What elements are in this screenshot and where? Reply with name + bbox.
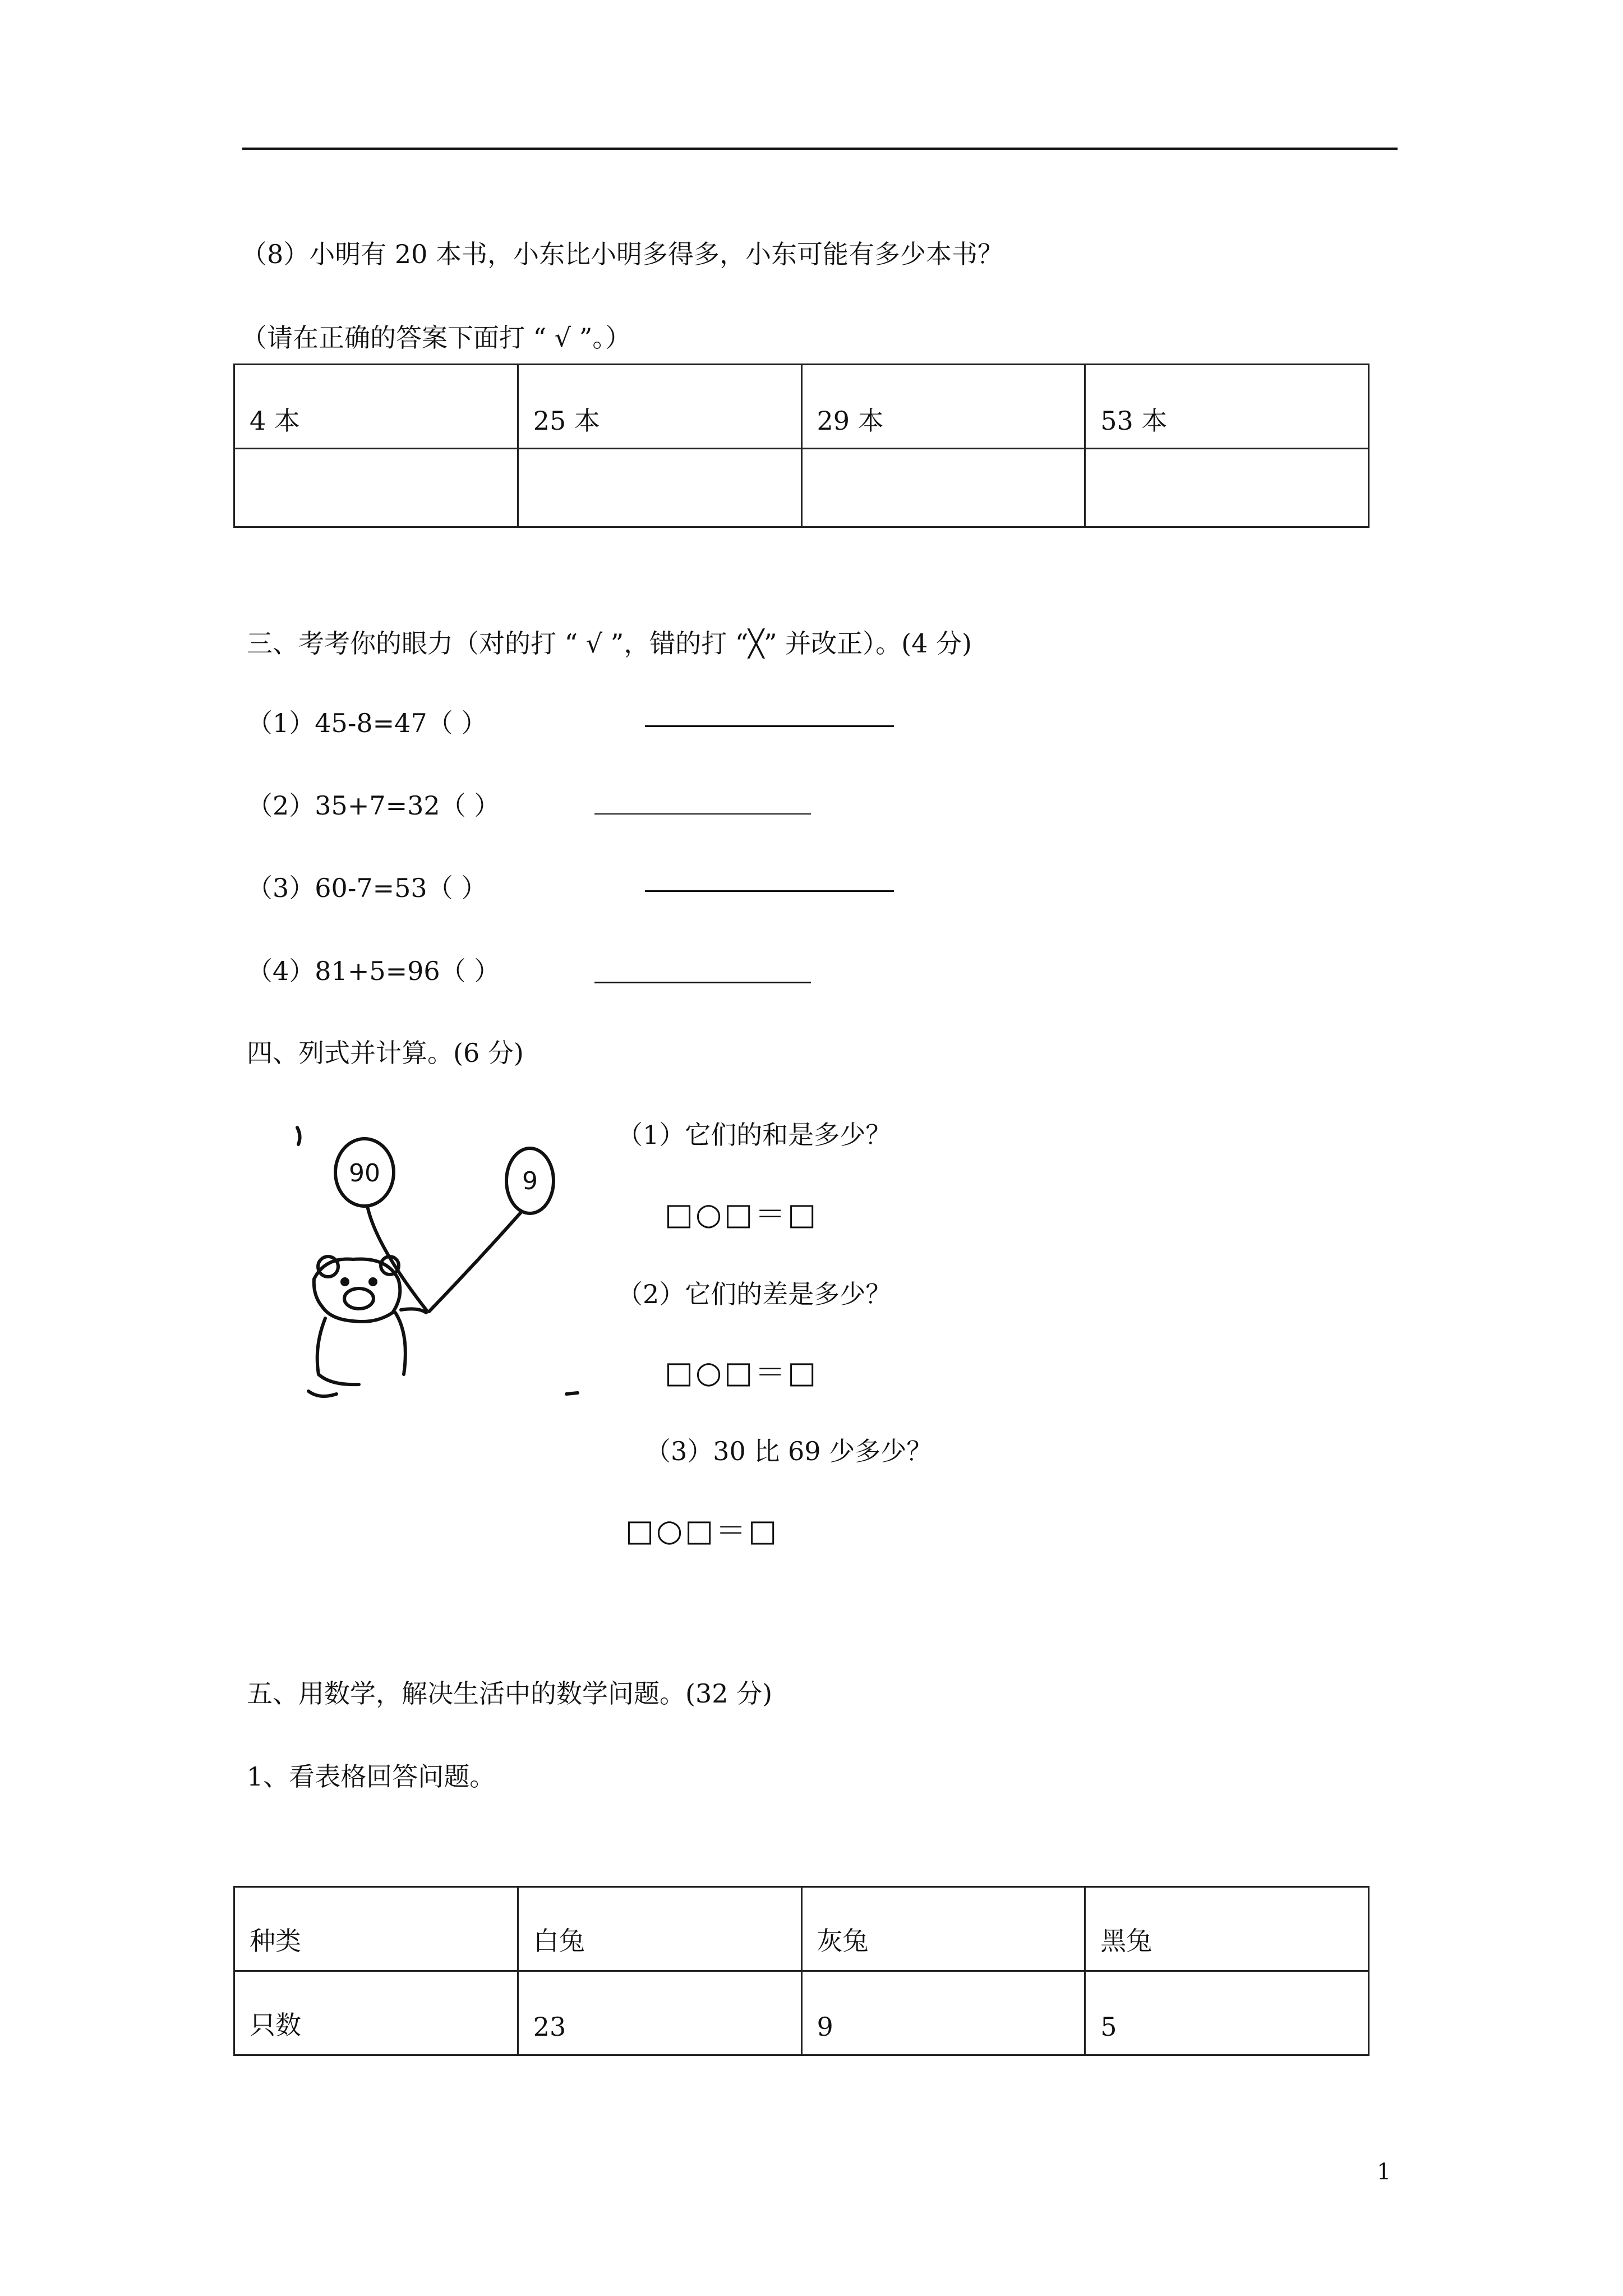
s4-formula-1[interactable]: □○□＝□ <box>665 1197 819 1232</box>
correction-blank-2[interactable] <box>594 813 811 815</box>
s3-item-1 <box>247 706 487 740</box>
s3-item-2 <box>247 789 500 822</box>
q8-question: （8）小明有 20 本书，小东比小明多得多，小东可能有多少本书？ <box>241 239 1004 269</box>
page-number: 1 <box>1377 2159 1391 2185</box>
section5-title: 五、用数学，解决生活中的数学问题。(32 分) <box>247 1678 773 1709</box>
option-29: 29 本 <box>801 365 1085 449</box>
item-expression: 35+7=32 <box>315 790 440 821</box>
table-header-cell: 黑兔 <box>1085 1887 1369 1971</box>
check-cell[interactable] <box>518 449 801 527</box>
correction-blank-3[interactable] <box>645 890 894 892</box>
answer-paren[interactable]: （ ） <box>440 956 500 986</box>
table-header-cell: 灰兔 <box>801 1887 1085 1971</box>
section4-title: 四、列式并计算。(6 分) <box>247 1038 524 1068</box>
q8-instruction: （请在正确的答案下面打 “ √ ”。） <box>241 323 631 353</box>
s3-item-4 <box>247 954 500 988</box>
balloon-right-label: 9 <box>522 1167 538 1195</box>
correction-blank-4[interactable] <box>594 982 811 983</box>
s4-formula-2[interactable]: □○□＝□ <box>665 1355 819 1390</box>
section5-sub1: 1、看表格回答问题。 <box>247 1761 496 1792</box>
correction-blank-1[interactable] <box>645 725 894 727</box>
table-cell: 23 <box>518 1971 801 2055</box>
s3-item-3 <box>247 871 487 905</box>
table-header-cell: 白兔 <box>518 1887 801 1971</box>
q8-answer-table <box>233 364 1370 528</box>
item-expression: 60-7=53 <box>315 873 427 903</box>
section3-title: 三、考考你的眼力（对的打 “ √ ”，错的打 “╳” 并改正）。(4 分) <box>247 628 972 659</box>
item-number: （1） <box>247 708 315 738</box>
table-header-cell: 种类 <box>234 1887 518 1971</box>
item-number: （2） <box>247 790 315 821</box>
rabbit-count-table <box>233 1886 1370 2056</box>
header-rule <box>242 148 1398 150</box>
item-expression: 45-8=47 <box>315 708 427 738</box>
balloon-left-label: 90 <box>349 1159 380 1188</box>
option-4: 4 本 <box>234 365 518 449</box>
item-expression: 81+5=96 <box>315 956 440 986</box>
answer-paren[interactable]: （ ） <box>440 790 500 821</box>
s4-question-2: （2）它们的差是多少？ <box>617 1279 892 1309</box>
s4-question-1: （1）它们的和是多少？ <box>617 1120 892 1150</box>
answer-paren[interactable]: （ ） <box>427 708 487 738</box>
item-number: （4） <box>247 956 315 986</box>
bear-balloons-illustration <box>292 1111 583 1414</box>
check-cell[interactable] <box>234 449 518 527</box>
s4-question-3: （3）30 比 69 少多少？ <box>645 1436 933 1466</box>
s4-formula-3[interactable]: □○□＝□ <box>625 1513 780 1548</box>
check-cell[interactable] <box>1085 449 1369 527</box>
check-cell[interactable] <box>801 449 1085 527</box>
table-cell: 只数 <box>234 1971 518 2055</box>
option-25: 25 本 <box>518 365 801 449</box>
table-cell: 9 <box>801 1971 1085 2055</box>
option-53: 53 本 <box>1085 365 1369 449</box>
item-number: （3） <box>247 873 315 903</box>
answer-paren[interactable]: （ ） <box>427 873 487 903</box>
table-cell: 5 <box>1085 1971 1369 2055</box>
